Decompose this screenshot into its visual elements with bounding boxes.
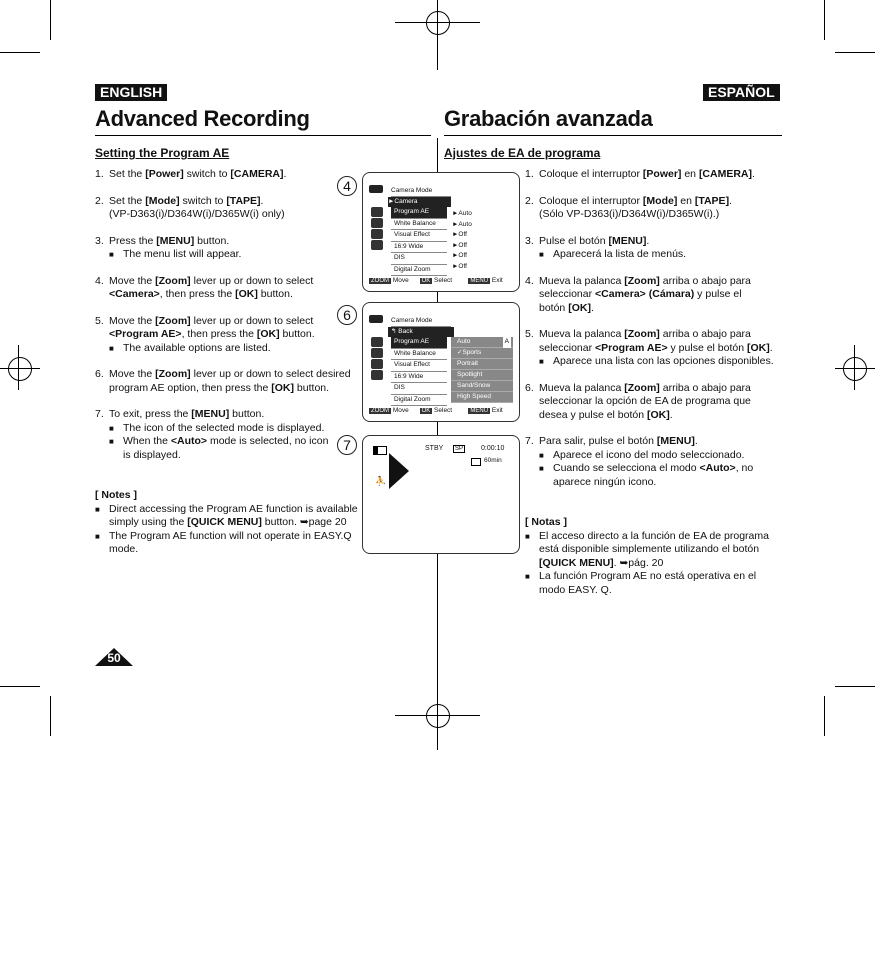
registration-mark [426, 11, 450, 35]
step-number: 2. [95, 194, 104, 207]
bullet: ■ Aparece una lista con las opciones disponibles. [539, 355, 775, 369]
text: Coloque el interruptor [539, 168, 643, 180]
menu-item[interactable]: White Balance [391, 349, 447, 361]
text: arriba o abajo para [659, 381, 751, 394]
step-number: 6. [95, 368, 104, 380]
text: está disponible simplemente utilizando el botón [539, 543, 760, 555]
step-6 [95, 368, 360, 395]
text: mode. [109, 543, 139, 555]
text: desea y pulse el botón [539, 408, 647, 421]
text: switch to [183, 168, 231, 180]
text: botón [539, 301, 569, 314]
text: button. ➥page 20 [261, 516, 347, 528]
menu-item[interactable]: Program AE [391, 207, 447, 219]
text: is displayed. [123, 448, 181, 461]
step-number: 1. [525, 168, 534, 180]
notes-heading: [ Notas ] [525, 516, 567, 528]
crop-mark [50, 0, 51, 40]
page-title-spanish: Grabación avanzada [444, 106, 653, 131]
text: [OK] [647, 408, 670, 421]
text: Exit [491, 407, 503, 414]
sports-mode-icon: ⛹ [375, 476, 387, 486]
text: Mueva la palanca [539, 381, 625, 394]
text: . [590, 301, 594, 314]
step-number: 4. [525, 274, 534, 287]
step-number: 3. [525, 234, 534, 247]
page-title-english: Advanced Recording [95, 106, 310, 131]
text: aparece ningún icono. [553, 475, 657, 488]
menu-values [452, 209, 472, 272]
paso-1 [525, 168, 775, 182]
text: Coloque el interruptor [539, 194, 643, 207]
menu-header: Camera Mode [391, 186, 451, 197]
camera-mode-icon [371, 337, 383, 347]
text: Move the [109, 274, 156, 287]
text: [OK] [256, 328, 280, 340]
text: . [646, 234, 650, 247]
text: <Program AE> [109, 328, 182, 340]
text: La función Program AE no está operativa en el [539, 570, 757, 582]
menu-value: ►Off [452, 262, 467, 270]
step-number: 6. [525, 381, 534, 394]
text: seleccionar [539, 288, 596, 300]
bullet [109, 435, 360, 462]
text: Direct accessing the Program AE function is available [109, 502, 358, 515]
text: button. [294, 381, 330, 394]
crop-mark [0, 52, 40, 53]
section-heading-english: Setting the Program AE [95, 146, 230, 160]
bullet: ■ Aparecerá la lista de menús. [539, 248, 775, 262]
crop-mark [0, 686, 40, 687]
standby-status: STBY [425, 445, 444, 452]
registration-mark [843, 357, 867, 381]
crop-mark [835, 686, 875, 687]
text: [Zoom] [155, 368, 191, 380]
menu-tag: MENU [470, 408, 489, 414]
text: To exit, press the [109, 408, 192, 420]
text: [Zoom] [624, 328, 660, 340]
text: button. [194, 234, 230, 247]
tape-icon [371, 359, 383, 369]
text: simply using the [109, 516, 188, 528]
step-number-circle: 7 [337, 435, 357, 455]
text: Move [392, 277, 409, 284]
text: button. [229, 408, 265, 420]
text: [Zoom] [624, 274, 660, 287]
option-high-speed[interactable]: High Speed [451, 392, 513, 403]
time-counter: 0:00:10 [481, 445, 505, 452]
gear-icon [371, 240, 383, 250]
paso-2 [525, 195, 775, 222]
text: [OK] [746, 341, 770, 354]
text: , then press the [181, 328, 257, 340]
text: . [729, 194, 732, 207]
lang-badge-english: ENGLISH [95, 84, 167, 101]
text: seleccionar la opción de EA de programa que [539, 395, 751, 407]
text: <Camera> (Cámara) [595, 288, 695, 300]
text: [Mode] [145, 194, 180, 207]
camera-icon [369, 185, 383, 193]
text: y pulse el [694, 288, 742, 300]
menu-icon-column [369, 207, 385, 251]
bullet [539, 462, 775, 489]
registration-mark [426, 704, 450, 728]
text: button. [257, 288, 293, 300]
menu-value: ►Auto [452, 210, 472, 217]
text: [QUICK MENU] [539, 556, 614, 569]
text: en [677, 194, 695, 207]
spanish-instructions [525, 168, 775, 597]
menu-submenu: ►Camera [388, 197, 451, 207]
text: mode is selected, no icon [207, 435, 329, 447]
menu-value: ►Off [452, 231, 467, 238]
option-auto[interactable] [451, 337, 513, 348]
text: Para salir, pulse el botón [539, 435, 657, 447]
text: <Camera> [109, 288, 160, 300]
pointer-arrow-icon [389, 453, 411, 489]
step-number-circle: 4 [337, 176, 357, 196]
menu-header: Camera Mode [391, 316, 451, 327]
text: , then press the [159, 288, 236, 300]
text: [MENU] [656, 435, 695, 447]
tape-icon [371, 229, 383, 239]
step-number: 3. [95, 234, 104, 247]
step-number-circle: 6 [337, 305, 357, 325]
step-number: 1. [95, 168, 104, 180]
title-rule [444, 135, 782, 136]
menu-screen-camera [362, 172, 520, 292]
text: Pulse el botón [539, 234, 609, 247]
paso-4 [525, 275, 775, 316]
crop-mark [824, 0, 825, 40]
record-icon [371, 218, 383, 228]
menu-item[interactable]: 16:9 Wide [391, 242, 447, 254]
text: . [260, 194, 264, 207]
text: , no [735, 462, 754, 474]
paso-6 [525, 382, 775, 423]
title-rule [95, 135, 431, 136]
zoom-tag: ZOOM [371, 408, 389, 414]
menu-button-bar [369, 277, 503, 284]
zoom-tag: ZOOM [371, 278, 389, 284]
text: arriba o abajo para [659, 328, 751, 340]
notes-heading: [ Notes ] [95, 489, 137, 501]
text: . [769, 341, 773, 354]
step-1 [95, 168, 360, 182]
text: [QUICK MENU] [187, 516, 262, 528]
tape-icon [471, 458, 481, 466]
text: [OK] [271, 381, 295, 394]
menu-item[interactable]: Visual Effect [391, 230, 447, 242]
menu-item[interactable]: 16:9 Wide [391, 372, 447, 384]
menu-item[interactable]: DIS [391, 383, 447, 395]
option-sports[interactable]: ✓Sports [451, 348, 513, 359]
text: lever up or down to select [190, 274, 314, 287]
text: Move [392, 407, 409, 414]
bullet: ■ The available options are listed. [109, 342, 360, 356]
text: <Program AE> [595, 341, 668, 354]
text: . [283, 168, 287, 180]
option-portrait[interactable]: Portrait [451, 359, 513, 370]
text: <Auto> [170, 435, 208, 447]
page-number: 50 [107, 651, 121, 665]
camera-mode-icon [371, 207, 383, 217]
section-heading-spanish: Ajustes de EA de programa [444, 146, 601, 160]
text: Mueva la palanca [539, 274, 625, 287]
text: El acceso directo a la función de EA de programa [539, 529, 769, 542]
text: Set the [109, 168, 146, 180]
text: <Auto> [699, 462, 736, 474]
back-item[interactable]: ↰ Back [388, 327, 454, 337]
crop-mark [835, 52, 875, 53]
text: [Mode] [642, 194, 678, 207]
step-number: 7. [95, 408, 104, 420]
text: [CAMERA] [230, 168, 284, 180]
text: Mueva la palanca [539, 328, 625, 340]
text: Auto [457, 338, 471, 345]
tape-remaining: 60min [484, 457, 502, 464]
viewfinder-screen [362, 435, 520, 554]
menu-button-bar [369, 407, 503, 414]
bullet: ■ The menu list will appear. [109, 248, 360, 262]
text: [TAPE] [226, 194, 261, 207]
crop-mark [824, 696, 825, 736]
text: . [669, 408, 673, 421]
text: [Power] [145, 168, 184, 180]
text: lever up or down to select desired [190, 368, 351, 380]
menu-list [391, 337, 447, 406]
text: Move the [109, 368, 156, 380]
text: switch to [179, 194, 227, 207]
text: arriba o abajo para [659, 274, 751, 287]
menu-item[interactable]: Digital Zoom [391, 395, 447, 407]
step-5 [95, 315, 360, 356]
text: [MENU] [608, 234, 647, 247]
ok-tag: OK [421, 408, 431, 414]
text: lever up or down to select [190, 314, 314, 327]
menu-value: ►Off [452, 252, 467, 259]
paso-3 [525, 235, 775, 262]
text: (Sólo VP-D363(i)/D364W(i)/D365W(i).) [539, 208, 720, 220]
menu-screen-program-ae [362, 302, 520, 422]
step-2 [95, 195, 360, 222]
option-sand-snow[interactable]: Sand/Snow [451, 381, 513, 392]
text: . [694, 435, 698, 447]
text: Select [434, 407, 453, 414]
menu-value: ►Off [452, 241, 467, 249]
text: modo EASY. Q. [539, 583, 612, 596]
step-number: 2. [525, 194, 534, 207]
text: . ➥pág. 20 [613, 556, 664, 569]
text: Select [434, 277, 453, 284]
text: y pulse el botón [667, 341, 747, 354]
lang-badge-espanol: ESPAÑOL [703, 84, 780, 101]
paso-7 [525, 435, 775, 489]
text: Move the [109, 314, 156, 327]
bullet: ■ Aparece el icono del modo seleccionado. [539, 449, 775, 463]
step-number: 5. [95, 314, 104, 327]
step-3 [95, 235, 360, 262]
text: [Zoom] [155, 274, 191, 287]
auto-icon: A [503, 337, 511, 348]
text: Press the [109, 234, 157, 247]
step-4 [95, 275, 360, 302]
menu-item[interactable]: DIS [391, 253, 447, 265]
text: Set the [109, 194, 146, 207]
camera-icon [369, 315, 383, 323]
step-7 [95, 408, 360, 462]
text: [Zoom] [155, 314, 191, 327]
sp-badge: SP [455, 446, 464, 452]
step-number: 7. [525, 435, 534, 447]
text: button. [279, 328, 315, 340]
step-number: 4. [95, 274, 104, 287]
text: seleccionar [539, 341, 596, 354]
option-spotlight[interactable]: Spotlight [451, 370, 513, 381]
crop-mark [50, 696, 51, 736]
note-1 [95, 503, 360, 530]
text: [Power] [642, 168, 682, 180]
text: The Program AE function will not operate in EASY.Q [109, 529, 352, 542]
text: When the [123, 435, 171, 447]
record-icon [371, 348, 383, 358]
text: en [681, 168, 699, 180]
text: [Zoom] [624, 381, 660, 394]
menu-value: ►Auto [452, 220, 472, 228]
menu-item[interactable]: Visual Effect [391, 360, 447, 372]
text: [MENU] [156, 234, 195, 247]
menu-list [391, 207, 447, 276]
bullet: ■ The icon of the selected mode is displayed. [109, 422, 360, 436]
english-instructions [95, 168, 360, 557]
nota-1 [525, 530, 775, 571]
menu-tag: MENU [470, 278, 489, 284]
paso-5 [525, 328, 775, 369]
registration-mark [8, 357, 32, 381]
menu-item[interactable]: Program AE [391, 337, 447, 349]
step-number: 5. [525, 328, 534, 340]
text: Exit [491, 277, 503, 284]
menu-item[interactable]: White Balance [391, 219, 447, 231]
gear-icon [371, 370, 383, 380]
battery-icon [373, 446, 387, 455]
text: [MENU] [191, 408, 230, 420]
ok-tag: OK [421, 278, 431, 284]
program-ae-options [451, 337, 513, 403]
text: [TAPE] [694, 194, 730, 207]
text: [CAMERA] [698, 168, 753, 180]
text: Cuando se selecciona el modo [553, 462, 700, 474]
menu-item[interactable]: Digital Zoom [391, 265, 447, 277]
nota-2 [525, 570, 775, 597]
note-2 [95, 530, 360, 557]
text: . [752, 168, 755, 180]
text: [OK] [235, 288, 258, 300]
text: program AE option, then press the [109, 381, 272, 394]
text: [OK] [568, 301, 591, 314]
text: (VP-D363(i)/D364W(i)/D365W(i) only) [109, 208, 285, 220]
menu-icon-column [369, 337, 385, 381]
